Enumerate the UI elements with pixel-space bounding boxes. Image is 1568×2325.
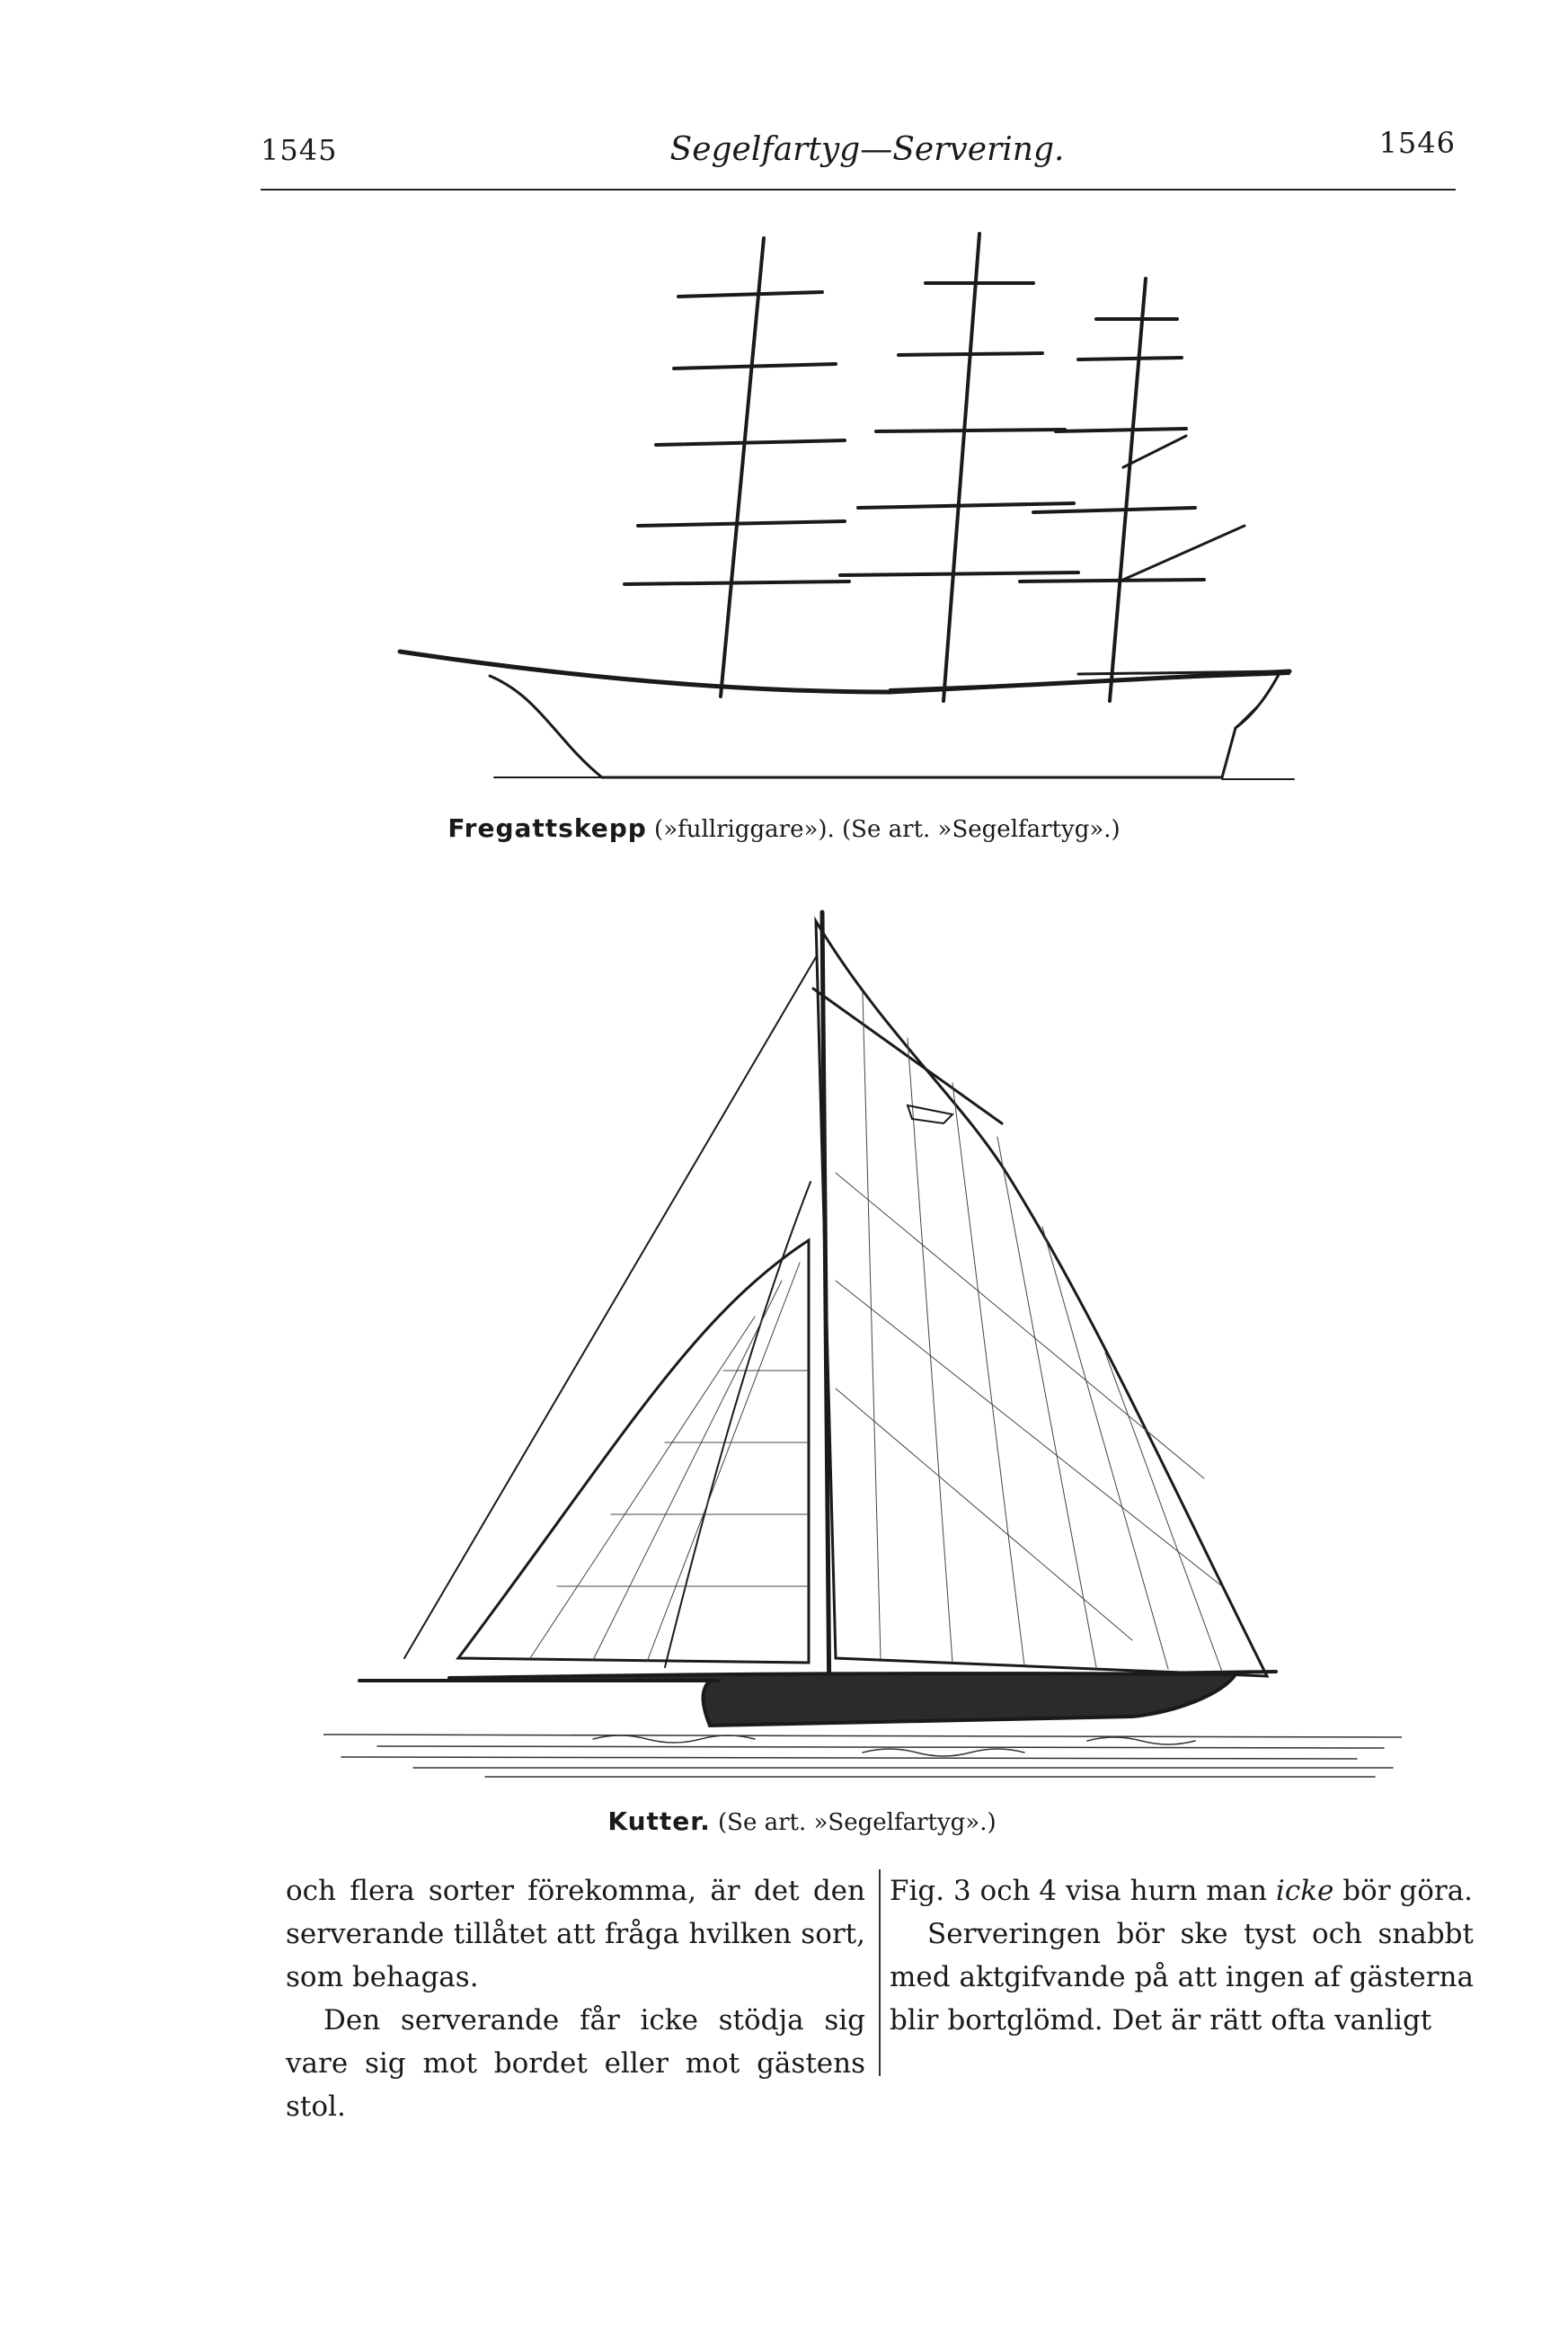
figure-1-caption — [0, 813, 1568, 843]
figure-2-caption-title: Kutter. — [607, 1806, 711, 1836]
paragraph-text: bör göra. — [1333, 1875, 1474, 1907]
paragraph — [890, 1869, 1474, 1912]
figure-1-caption-title: Fregattskepp — [447, 813, 647, 843]
cutter-illustration — [323, 903, 1402, 1779]
full-rigged-ship-illustration — [386, 229, 1321, 786]
figure-2-caption — [0, 1806, 1568, 1836]
paragraph: Den serverande får icke stödja sig vare sig mot bordet eller mot gästens stol. — [286, 2004, 865, 2123]
page-number-left: 1545 — [261, 133, 338, 167]
paragraph: Serveringen bör ske tyst och snabbt med aktgifvande på att ingen af gästerna blir bortglömd. Det är rätt ofta vanligt — [890, 1918, 1474, 2037]
text-column-left — [286, 1869, 865, 2128]
running-title: Segelfartyg—Servering. — [669, 131, 1065, 168]
text-column-right — [890, 1869, 1474, 2042]
running-header — [261, 126, 1456, 191]
figure-1-caption-text: (»fullriggare»). (Se art. »Segelfartyg».) — [646, 816, 1121, 843]
paragraph-emphasis: icke — [1275, 1875, 1334, 1907]
paragraph: och flera sorter förekomma, är det den serverande tillåtet att fråga hvilken sort, som behagas. — [286, 1875, 865, 1993]
column-divider — [879, 1869, 881, 2076]
body-text-columns — [286, 1869, 1474, 2123]
page-number-right: 1546 — [1378, 126, 1456, 160]
paragraph-text: Fig. 3 och 4 visa hurn man — [890, 1875, 1276, 1907]
figure-2-caption-text: (Se art. »Segelfartyg».) — [710, 1809, 997, 1836]
